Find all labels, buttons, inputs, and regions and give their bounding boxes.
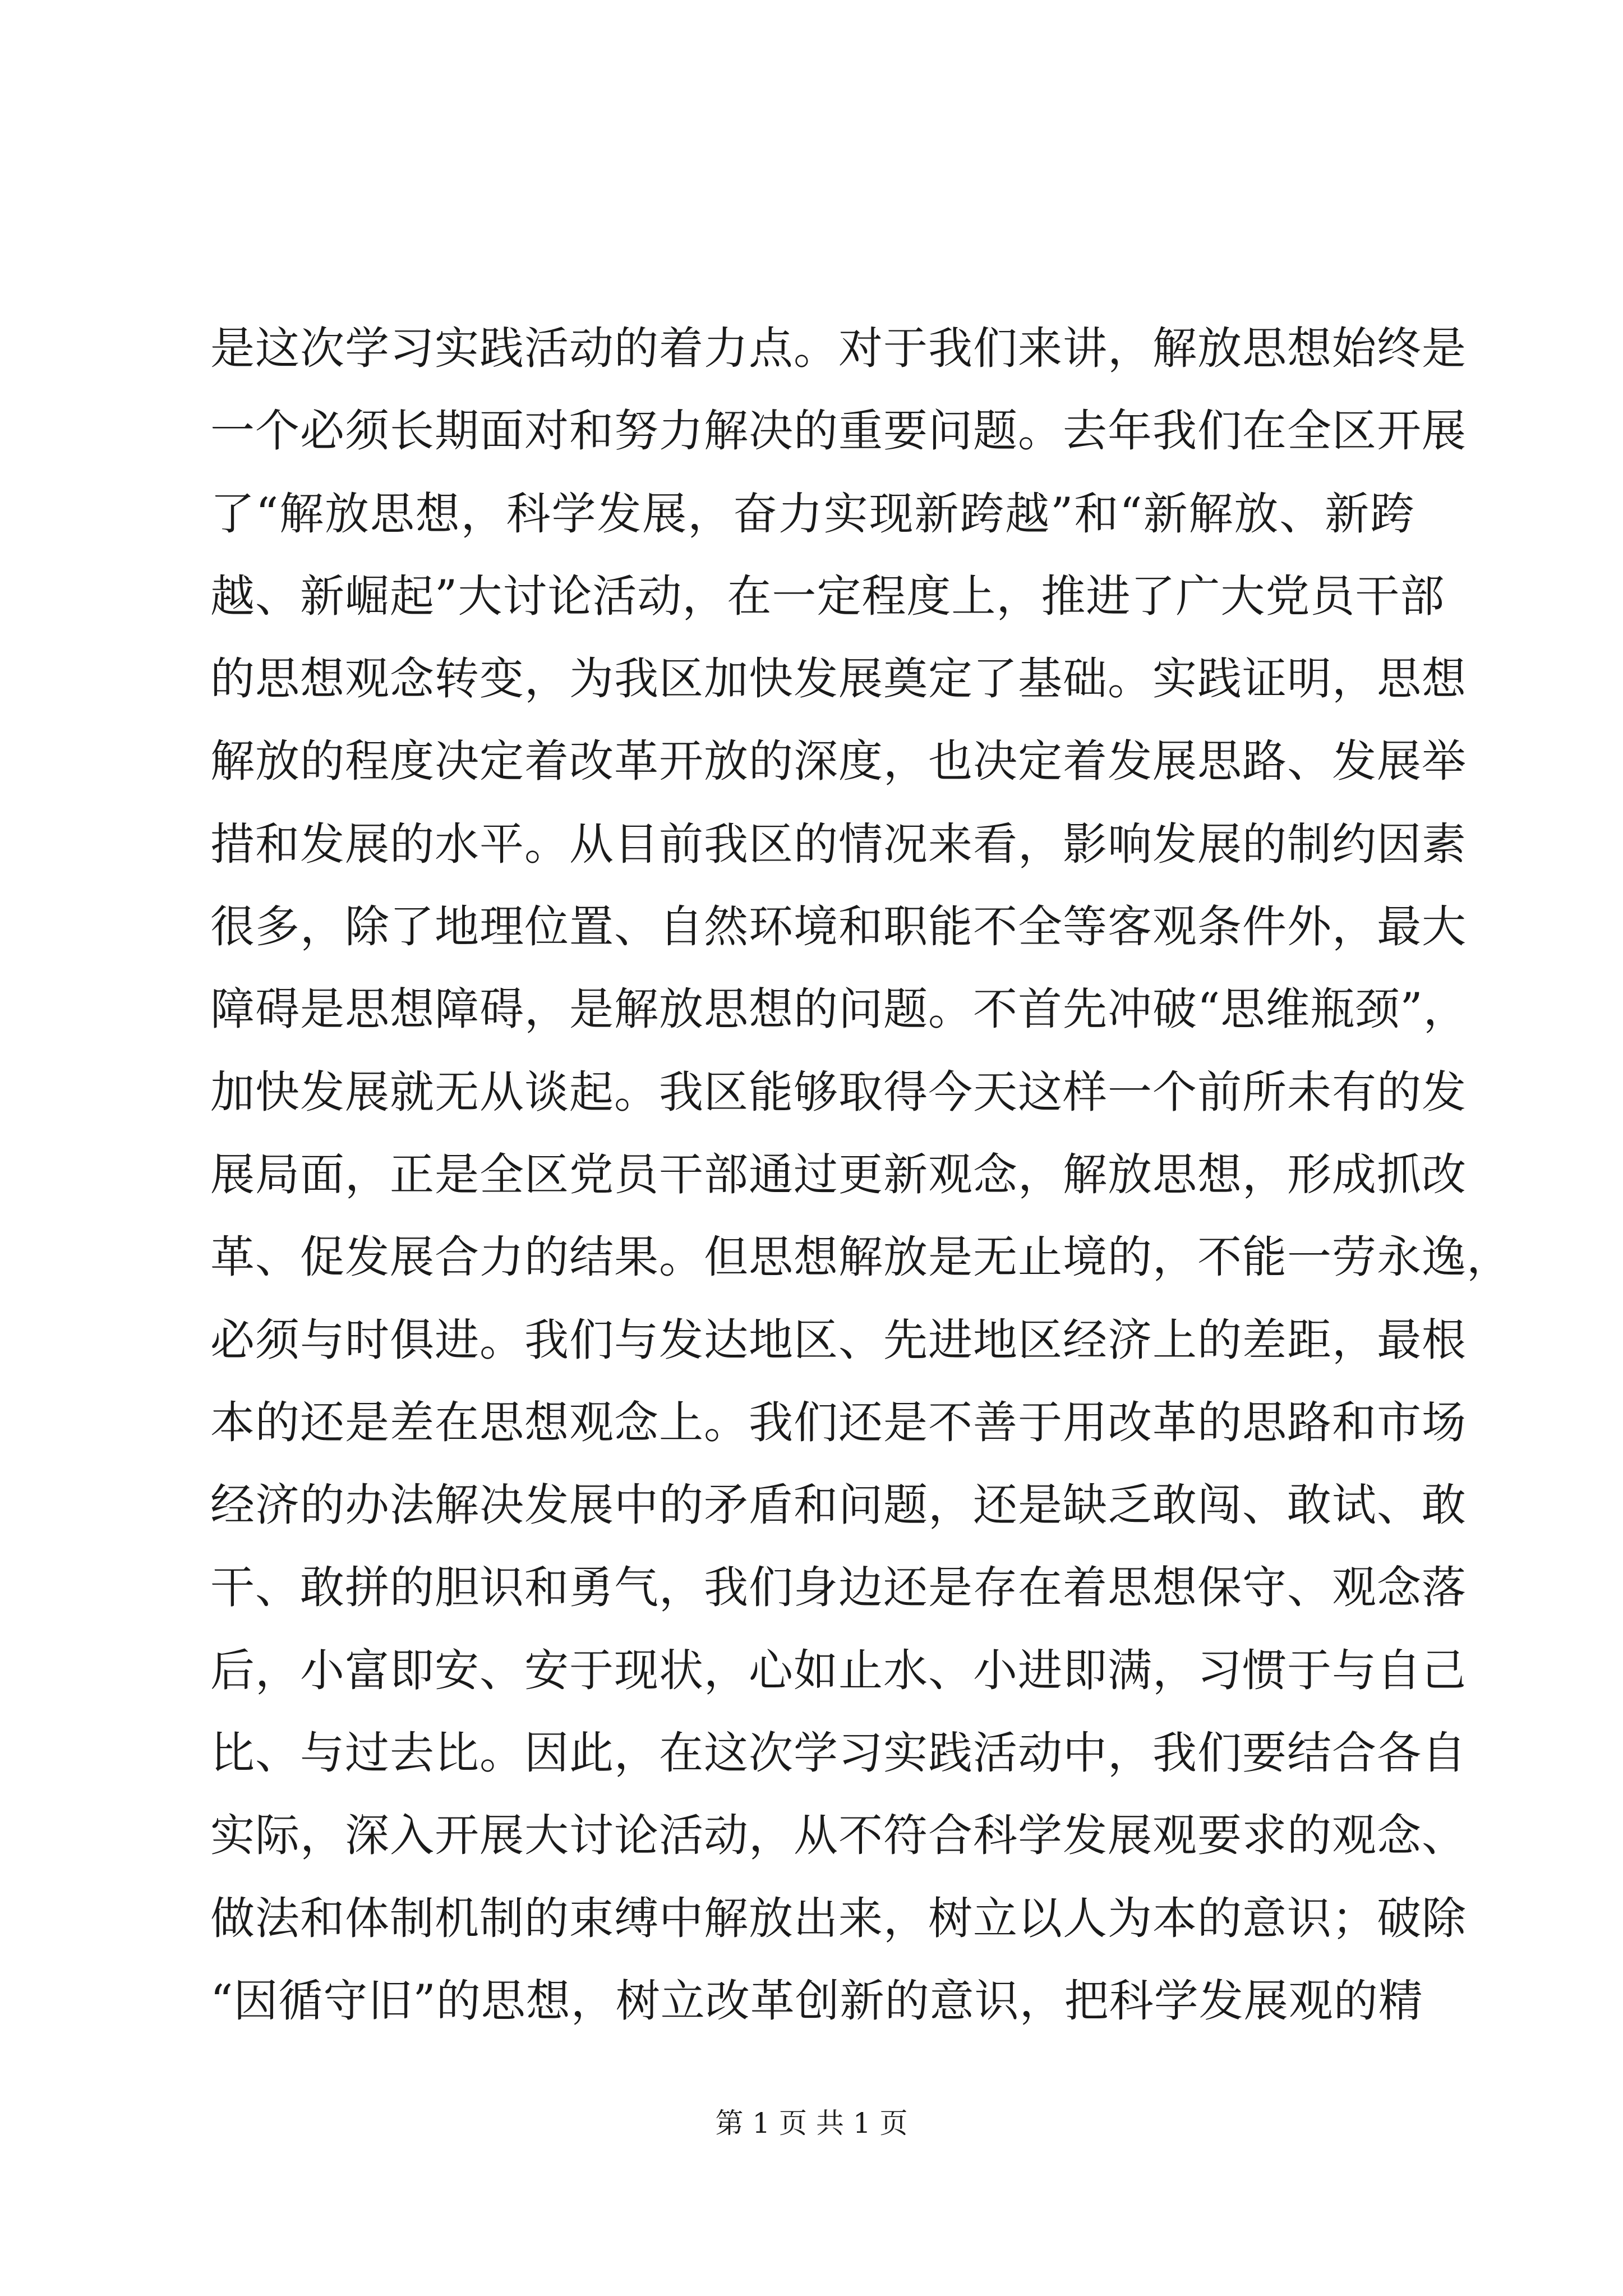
text-line: 革、促发展合力的结果。但思想解放是无止境的，不能一劳永逸， — [210, 1231, 1511, 1283]
text-line: 展局面，正是全区党员干部通过更新观念，解放思想，形成抓改 — [210, 1148, 1467, 1200]
text-line: 比、与过去比。因此，在这次学习实践活动中，我们要结合各自 — [210, 1727, 1467, 1779]
text-line: 必须与时俱进。我们与发达地区、先进地区经济上的差距，最根 — [210, 1314, 1467, 1366]
text-line: 后，小富即安、安于现状，心如止水、小进即满，习惯于与自己 — [210, 1644, 1467, 1696]
text-line: 实际，深入开展大讨论活动，从不符合科学发展观要求的观念、 — [210, 1810, 1467, 1862]
text-line: 很多，除了地理位置、自然环境和职能不全等客观条件外，最大 — [210, 901, 1467, 953]
text-line: 措和发展的水平。从目前我区的情况来看，影响发展的制约因素 — [210, 818, 1467, 870]
text-line: 做法和体制机制的束缚中解放出来，树立以人为本的意识；破除 — [210, 1892, 1467, 1944]
text-line: “因循守旧”的思想，树立改革创新的意识，把科学发展观的精 — [210, 1975, 1423, 2027]
text-line: 越、新崛起”大讨论活动，在一定程度上，推进了广大党员干部 — [210, 570, 1445, 622]
text-line: 是这次学习实践活动的着力点。对于我们来讲，解放思想始终是 — [210, 323, 1467, 374]
text-line: 了“解放思想，科学发展，奋力实现新跨越”和“新解放、新跨 — [210, 487, 1415, 540]
text-line: 干、敢拼的胆识和勇气，我们身边还是存在着思想保守、观念落 — [210, 1562, 1467, 1614]
text-line: 加快发展就无从谈起。我区能够取得今天这样一个前所未有的发 — [210, 1066, 1467, 1118]
body-text — [210, 307, 1511, 2042]
text-line: 障碍是思想障碍，是解放思想的问题。不首先冲破“思维瓶颈”， — [210, 983, 1468, 1036]
text-line: 的思想观念转变，为我区加快发展奠定了基础。实践证明，思想 — [210, 653, 1467, 705]
page-footer — [0, 2106, 1623, 2140]
text-line: 解放的程度决定着改革开放的深度，也决定着发展思路、发展举 — [210, 735, 1467, 788]
text-line: 一个必须长期面对和努力解决的重要问题。去年我们在全区开展 — [210, 405, 1467, 457]
page-number-label: 第 1 页 共 1 页 — [715, 2107, 908, 2139]
text-line: 本的还是差在思想观念上。我们还是不善于用改革的思路和市场 — [210, 1396, 1467, 1448]
text-line: 经济的办法解决发展中的矛盾和问题，还是缺乏敢闯、敢试、敢 — [210, 1479, 1467, 1531]
